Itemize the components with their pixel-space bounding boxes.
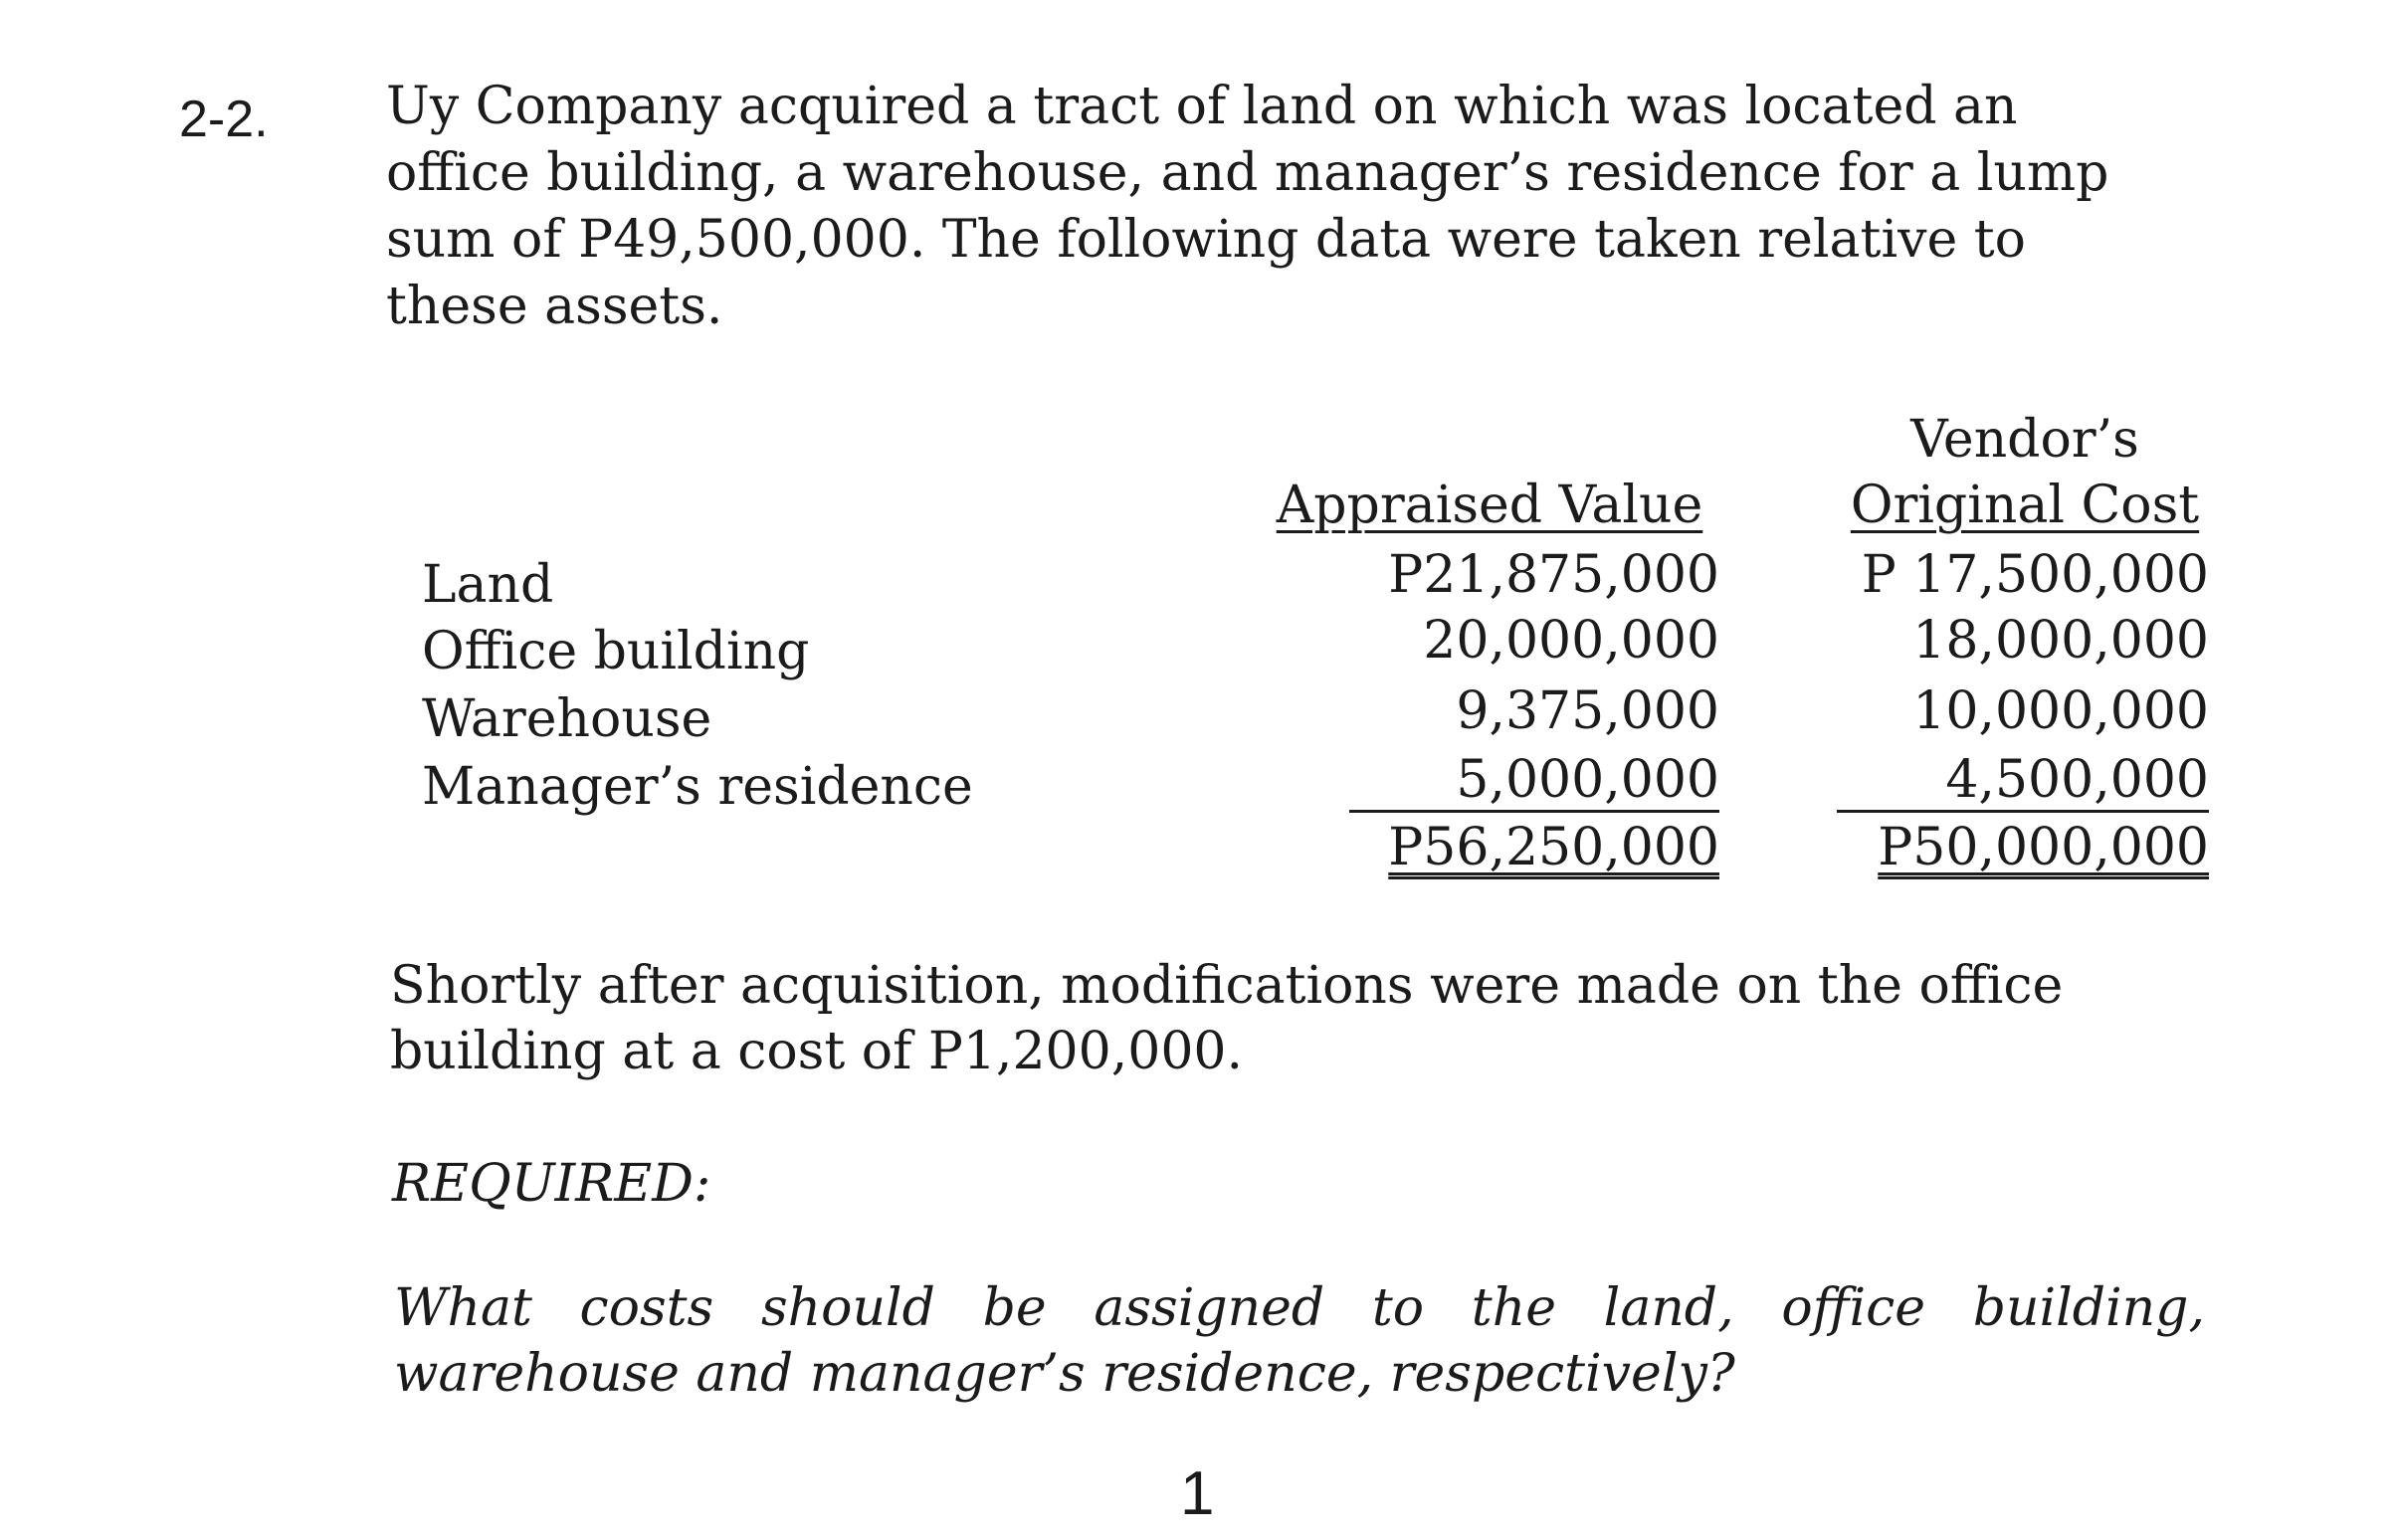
subtotal-rule-original [1837,810,2209,813]
question-line: What costs should be assigned to the land, office building, [394,1278,2205,1338]
problem-statement-line: these assets. [386,277,723,336]
column-header-vendor: Vendor’s [1910,410,2139,470]
original-cost-managers-residence: 4,500,000 [1945,750,2209,810]
original-cost-office-building: 18,000,000 [1912,611,2209,671]
total-original-cost: P50,000,000 [1878,818,2209,877]
problem-statement-line: office building, a warehouse, and manager’s residence for a lump [386,143,2109,203]
problem-number: 2-2. [179,91,269,148]
row-label-land: Land [422,555,554,615]
row-label-warehouse: Warehouse [422,689,712,749]
problem-statement [386,74,2207,340]
question [394,1275,2205,1407]
column-header-appraised-value: Appraised Value [1276,476,1703,535]
original-cost-land: P 17,500,000 [1861,545,2209,605]
page-number: 1 [1180,1459,1215,1528]
problem-statement-line: sum of P49,500,000. The following data were taken relative to [386,210,2026,270]
row-label-managers-residence: Manager’s residence [422,757,973,817]
column-header-original-cost: Original Cost [1850,476,2200,535]
modification-note-line: building at a cost of P1,200,000. [390,1022,1244,1081]
appraised-value-office-building: 20,000,000 [1423,611,1719,671]
problem-statement-line: Uy Company acquired a tract of land on which was located an [386,77,2018,136]
appraised-value-managers-residence: 5,000,000 [1456,750,1719,810]
total-appraised-value: P56,250,000 [1388,818,1719,877]
row-label-office-building: Office building [422,622,810,681]
appraised-value-warehouse: 9,375,000 [1456,681,1719,741]
question-line: warehouse and manager’s residence, respectively? [394,1344,1735,1404]
appraised-value-land: P21,875,000 [1388,545,1719,605]
original-cost-warehouse: 10,000,000 [1912,681,2209,741]
subtotal-rule-appraised [1349,810,1719,813]
modification-note [390,953,2201,1084]
modification-note-line: Shortly after acquisition, modifications were made on the office [390,956,2064,1016]
required-label: REQUIRED: [392,1154,711,1214]
